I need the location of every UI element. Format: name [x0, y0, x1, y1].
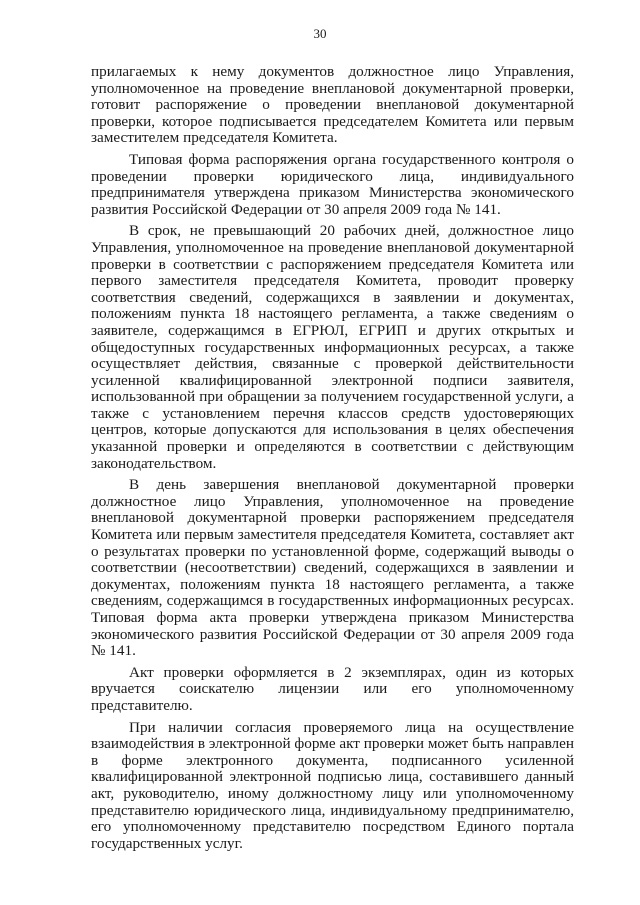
paragraph-inspection-term: В срок, не превышающий 20 рабочих дней, должностное лицо Управления, уполномоченное на проведение внеплановой документарной проверки в соответствии с распоряжением председателя Комитета или первого заместителя председателя Комитета, проводит проверку соответствия сведений, содержащихся в заявлении и документах, положениям пункта 18 настоящего регламента, а также сведениям о заявителе, содержащимся в ЕГРЮЛ, ЕГРИП и других открытых и общедоступных государственных информационных ресурсах, а также осуществляет действия, связанные с проверкой действительности усиленной квалифицированной электронной подписи заявителя, использованной при обращении за получением государственной услуги, а также с установлением перечня классов средств удостоверяющих центров, которые допускаются для использования в целях обеспечения указанной проверки и определяются в соответствии с действующим законодательством. [91, 222, 574, 472]
paragraph-continuation: прилагаемых к нему документов должностное лицо Управления, уполномоченное на проведение внеплановой документарной проверки, готовит распоряжение о проведении внеплановой документарной проверки, которое подписывается председателем Комитета или первым заместителем председателя Комитета. [91, 63, 574, 147]
page-number: 30 [313, 26, 327, 41]
document-body [91, 64, 574, 857]
paragraph-act-copies: Акт проверки оформляется в 2 экземплярах, один из которых вручается соискателю лицензии или его уполномоченному представителю. [91, 663, 574, 714]
paragraph-inspection-act: В день завершения внеплановой документарной проверки должностное лицо Управления, уполномоченное на проведение внеплановой документарной проверки распоряжением председателя Комитета или первым заместителя председателя Комитета, составляет акт о результатах проверки по установленной форме, содержащий выводы о соответствии (несоответствии) сведений, содержащихся в заявлении и документах, положениям пункта 18 настоящего регламента, а также сведениям, содержащимся в государственных информационных ресурсах. Типовая форма акта проверки утверждена приказом Министерства экономического развития Российской Федерации от 30 апреля 2009 года № 141. [91, 476, 574, 660]
paragraph-electronic-delivery: При наличии согласия проверяемого лица на осуществление взаимодействия в электронной форме акт проверки может быть направлен в форме электронного документа, подписанного усиленной квалифицированной электронной подписью лица, составившего данный акт, руководителю, иному должностному лицу или уполномоченному представителю юридического лица, индивидуальному предпринимателю, его уполномоченному представителю посредством Единого портала государственных услуг. [91, 718, 574, 852]
paragraph-order-form: Типовая форма распоряжения органа государственного контроля о проведении проверки юридического лица, индивидуального предпринимателя утверждена приказом Министерства экономического развития Российской Федерации от 30 апреля 2009 года № 141. [91, 150, 574, 218]
